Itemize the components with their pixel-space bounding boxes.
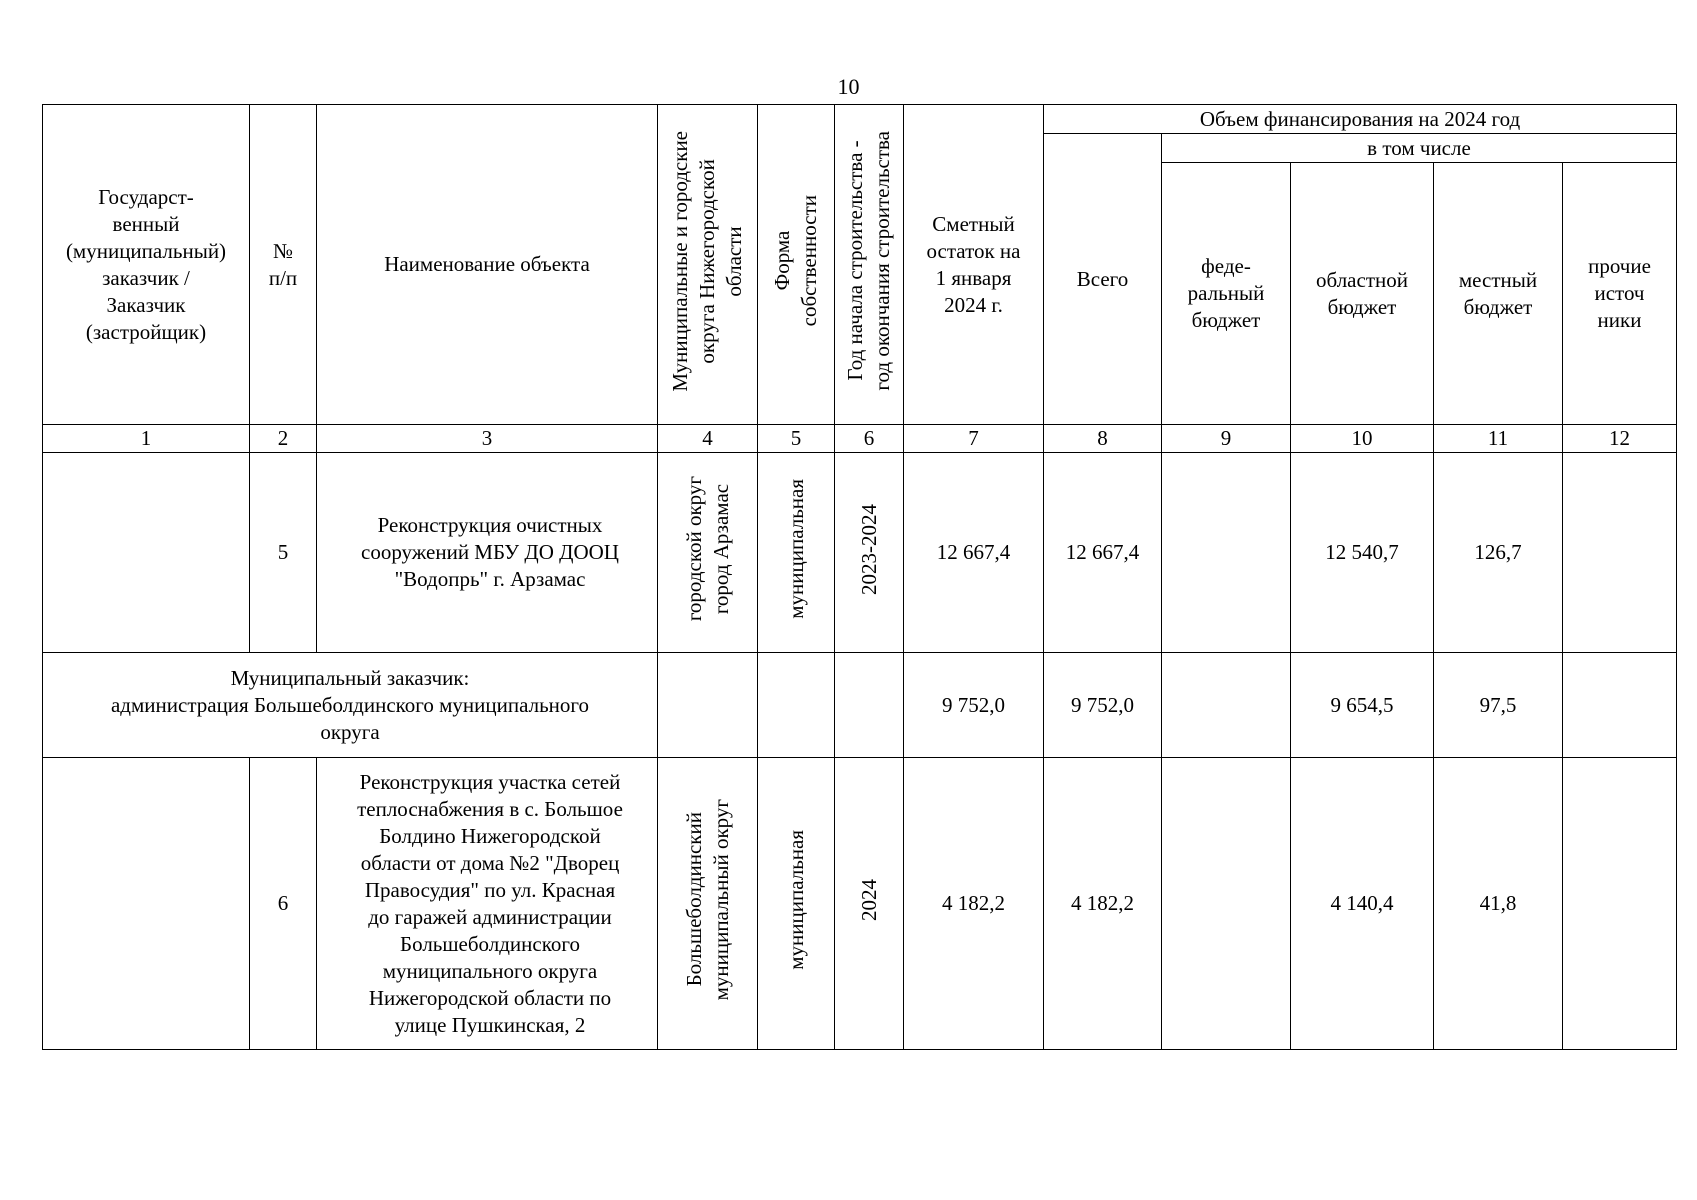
column-number: 2	[250, 425, 317, 453]
header-customer: Государст- венный (муниципальный) заказчик / Заказчик (застройщик)	[43, 105, 250, 425]
table-row	[43, 758, 1677, 1050]
page-number: 10	[837, 74, 860, 99]
subtotal-estimate: 9 752,0	[904, 653, 1044, 758]
header-district: Муниципальные и городские округа Нижегородской области	[658, 105, 758, 425]
table-row	[43, 453, 1677, 653]
header-financing-title: Объем финансирования на 2024 год	[1044, 105, 1677, 134]
subtotal-other	[1563, 653, 1677, 758]
header-estimate: Сметный остаток на 1 января 2024 г.	[904, 105, 1044, 425]
header-other: прочие источ ники	[1563, 163, 1677, 425]
column-number: 12	[1563, 425, 1677, 453]
cell-federal	[1162, 758, 1291, 1050]
column-number: 10	[1291, 425, 1434, 453]
header-federal: феде- ральный бюджет	[1162, 163, 1291, 425]
cell-years: 2023-2024	[835, 453, 904, 653]
column-number: 11	[1434, 425, 1563, 453]
cell-other	[1563, 758, 1677, 1050]
header-including: в том числе	[1162, 134, 1677, 163]
subtotal-row	[43, 653, 1677, 758]
cell-total: 12 667,4	[1044, 453, 1162, 653]
cell-customer	[43, 453, 250, 653]
cell-district: Большеболдинский муниципальный округ	[658, 758, 758, 1050]
cell-number: 6	[250, 758, 317, 1050]
subtotal-label: Муниципальный заказчик: администрация Большеболдинского муниципального округа	[43, 653, 658, 758]
header-years: Год начала строительства - год окончания строительства	[835, 105, 904, 425]
column-number: 6	[835, 425, 904, 453]
cell-district: городской округ город Арзамас	[658, 453, 758, 653]
header-ownership: Форма собственности	[758, 105, 835, 425]
cell-regional: 12 540,7	[1291, 453, 1434, 653]
header-row-1	[43, 105, 1677, 134]
cell-total: 4 182,2	[1044, 758, 1162, 1050]
cell-number: 5	[250, 453, 317, 653]
subtotal-district	[658, 653, 758, 758]
column-number: 3	[317, 425, 658, 453]
cell-local: 41,8	[1434, 758, 1563, 1050]
column-number: 5	[758, 425, 835, 453]
cell-object-name: Реконструкция участка сетей теплоснабжения в с. Большое Болдино Нижегородской области от дома №2 "Дворец Правосудия" по ул. Красная до гаражей администрации Большеболдинского муниципального округа Нижегородской области по улице Пушкинская, 2	[317, 758, 658, 1050]
header-total: Всего	[1044, 134, 1162, 425]
subtotal-ownership	[758, 653, 835, 758]
cell-ownership: муниципальная	[758, 758, 835, 1050]
column-number: 8	[1044, 425, 1162, 453]
header-object-name: Наименование объекта	[317, 105, 658, 425]
cell-other	[1563, 453, 1677, 653]
cell-ownership: муниципальная	[758, 453, 835, 653]
financing-table	[42, 104, 1677, 1050]
column-number: 9	[1162, 425, 1291, 453]
subtotal-federal	[1162, 653, 1291, 758]
cell-estimate: 12 667,4	[904, 453, 1044, 653]
subtotal-years	[835, 653, 904, 758]
column-number: 4	[658, 425, 758, 453]
cell-years: 2024	[835, 758, 904, 1050]
subtotal-total: 9 752,0	[1044, 653, 1162, 758]
header-number: № п/п	[250, 105, 317, 425]
cell-customer	[43, 758, 250, 1050]
cell-regional: 4 140,4	[1291, 758, 1434, 1050]
column-number: 7	[904, 425, 1044, 453]
cell-federal	[1162, 453, 1291, 653]
subtotal-regional: 9 654,5	[1291, 653, 1434, 758]
cell-estimate: 4 182,2	[904, 758, 1044, 1050]
header-regional: областной бюджет	[1291, 163, 1434, 425]
header-local: местный бюджет	[1434, 163, 1563, 425]
cell-object-name: Реконструкция очистных сооружений МБУ ДО ДООЦ "Водопрь" г. Арзамас	[317, 453, 658, 653]
column-number-row	[43, 425, 1677, 453]
subtotal-local: 97,5	[1434, 653, 1563, 758]
cell-local: 126,7	[1434, 453, 1563, 653]
column-number: 1	[43, 425, 250, 453]
